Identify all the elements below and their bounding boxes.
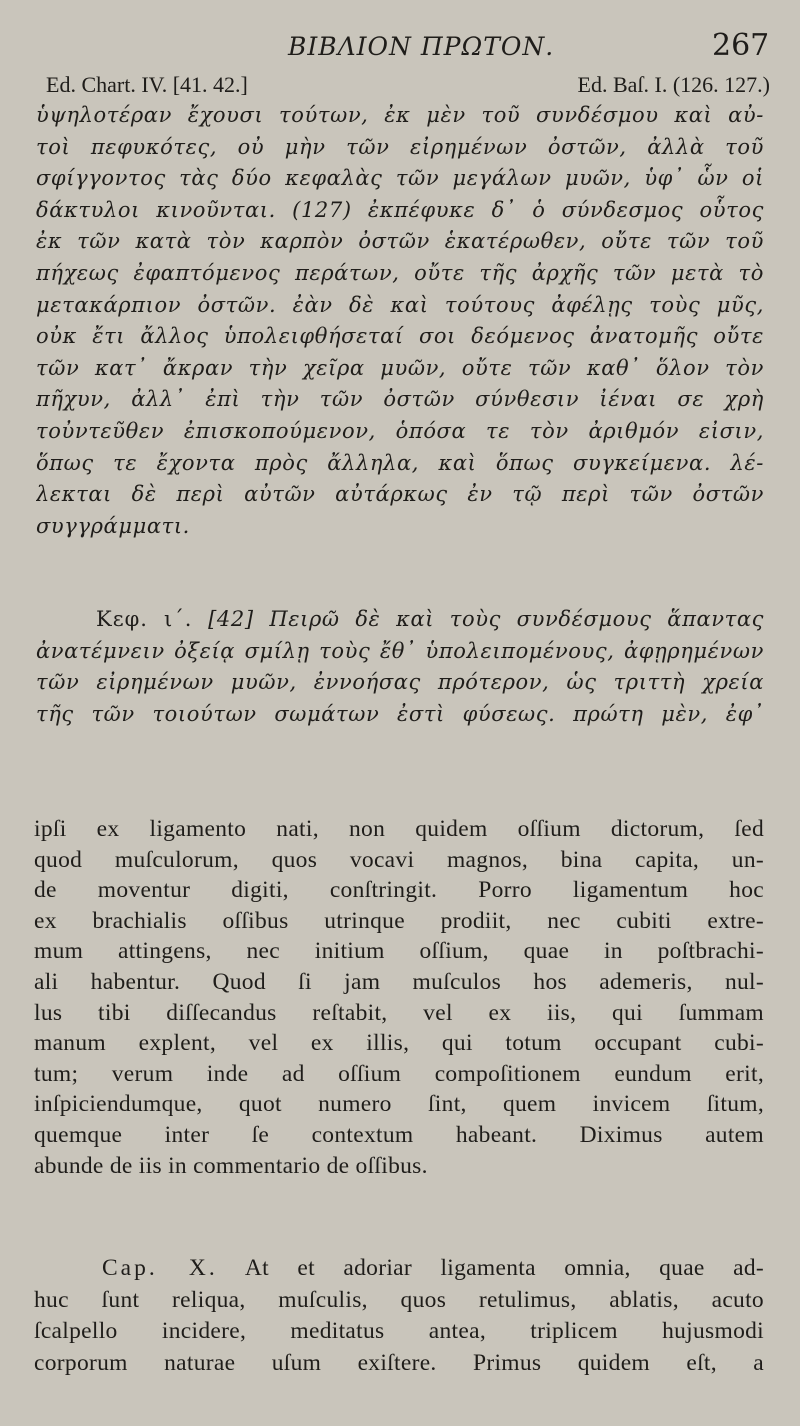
greek-line: τοὶ πεφυκότες, οὐ μὴν τῶν εἰρημένων ὀστῶν, ἀλλὰ τοῦ <box>36 134 764 159</box>
greek-line: λεκται δὲ περὶ αὐτῶν αὐτάρκως ἐν τῷ περὶ τῶν ὀστῶν <box>36 482 764 507</box>
greek-line: τῶν εἰρημένων μυῶν, ἐννοήσας πρότερον, ὡς τριττὴ χρεία <box>36 670 764 694</box>
greek-line: πήχεως ἐφαπτόμενος περάτων, οὔτε τῆς ἀρχῆς τῶν μετὰ τὸ <box>36 260 764 285</box>
greek-line: ὅπως τε ἔχοντα πρὸς ἄλληλα, καὶ ὅπως συγκείμενα. λέ- <box>36 450 764 475</box>
latin-line: ex brachialis oſſibus utrinque prodiit, nec cubiti extre- <box>34 907 764 934</box>
greek-chapter-opening: [42] Πειρῶ δὲ καὶ τοὺς συνδέσμους ἅπαντας <box>192 607 764 631</box>
latin-line: quemque inter ſe contextum habeant. Diximus autem <box>34 1121 764 1148</box>
greek-paragraph-1 <box>36 100 764 542</box>
latin-chapter-heading: Cap. X. <box>102 1255 218 1281</box>
edition-reference-basel: Ed. Baſ. I. (126. 127.) <box>577 72 770 97</box>
greek-line: σφίγγοντος τὰς δύο κεφαλὰς τῶν μεγάλων μυῶν, ὑφ᾽ ὧν οἱ <box>36 166 764 191</box>
greek-line: ἀνατέμνειν ὀξείᾳ σμίλῃ τοὺς ἔθ᾽ ὑπολειπομένους, ἀφῃρημένων <box>36 638 764 663</box>
greek-line: μετακάρπιον ὀστῶν. ἐὰν δὲ καὶ τούτους ἀφέλῃς τοὺς μῦς, <box>36 292 764 317</box>
latin-line: corporum naturae uſum exiſtere. Primus quidem eſt, a <box>34 1349 764 1376</box>
latin-chapter-opening: At et adoriar ligamenta omnia, quae ad- <box>217 1255 764 1281</box>
latin-paragraph-1 <box>34 814 764 1181</box>
latin-line: inſpiciendumque, quot numero ſint, quem invicem ſitum, <box>34 1091 764 1118</box>
greek-line: οὐκ ἔτι ἄλλος ὑπολειφθήσεταί σοι δεόμενος ἀνατομῆς οὔτε <box>36 324 764 349</box>
page-number: 267 <box>712 28 770 63</box>
greek-line: δάκτυλοι κινοῦνται. (127) ἐκπέφυκε δ᾽ ὁ σύνδεσμος οὗτος <box>36 197 764 222</box>
greek-chapter-heading: Κεφ. ι΄. <box>96 607 193 631</box>
greek-line: συγγράμματι. <box>36 513 190 538</box>
latin-paragraph-2 <box>34 1253 764 1379</box>
greek-line: τῶν κατ᾽ ἄκραν τὴν χεῖρα μυῶν, οὔτε τῶν καθ᾽ ὅλον τὸν <box>36 355 764 380</box>
latin-line: abunde de iis in commentario de oſſibus. <box>34 1152 428 1179</box>
greek-line: τοὐντεῦθεν ἐπισκοπούμενον, ὁπόσα τε τὸν ἀριθμόν εἰσιν, <box>36 418 764 443</box>
greek-line: πῆχυν, ἀλλ᾽ ἐπὶ τὴν τῶν ὀστῶν σύνθεσιν ἰέναι σε χρὴ <box>36 387 764 412</box>
greek-line: τῆς τῶν τοιούτων σωμάτων ἐστὶ φύσεως. πρώτη μὲν, ἐφ᾽ <box>36 701 764 726</box>
latin-line: manum explent, vel ex illis, qui totum occupant cubi- <box>34 1030 764 1057</box>
latin-chapter-line <box>34 1253 764 1285</box>
edition-reference-chartier: Ed. Chart. IV. [41. 42.] <box>46 72 248 97</box>
latin-line: mum attingens, nec initium oſſium, quae in poſtbrachi- <box>34 938 764 965</box>
running-head <box>0 28 800 68</box>
latin-line: tum; verum inde ad oſſium compoſitionem eundum erit, <box>34 1060 764 1087</box>
book-title: ΒΙΒΛΙΟΝ ΠΡΩΤΟΝ. <box>288 32 555 61</box>
greek-line: ὑψηλοτέραν ἔχουσι τούτων, ἐκ μὲν τοῦ συνδέσμου καὶ αὐ- <box>36 103 764 127</box>
greek-line: ἐκ τῶν κατὰ τὸν καρπὸν ὀστῶν ἑκατέρωθεν, οὔτε τῶν τοῦ <box>36 229 764 254</box>
latin-line: lus tibi diſſecandus reſtabit, vel ex iis, qui ſummam <box>34 999 764 1026</box>
latin-line: ſcalpello incidere, meditatus antea, triplicem hujusmodi <box>34 1318 764 1344</box>
latin-line: huc ſunt reliqua, muſculis, quos retulimus, ablatis, acuto <box>34 1286 764 1313</box>
greek-chapter-line <box>36 604 764 636</box>
latin-line: quod muſculorum, quos vocavi magnos, bina capita, un- <box>34 846 764 873</box>
greek-paragraph-2 <box>36 604 764 730</box>
latin-line: ali habentur. Quod ſi jam muſculos hos ademeris, nul- <box>34 968 764 995</box>
latin-line: ipſi ex ligamento nati, non quidem oſſium dictorum, ſed <box>34 816 764 842</box>
latin-line: de moventur digiti, conſtringit. Porro ligamentum hoc <box>34 877 764 904</box>
